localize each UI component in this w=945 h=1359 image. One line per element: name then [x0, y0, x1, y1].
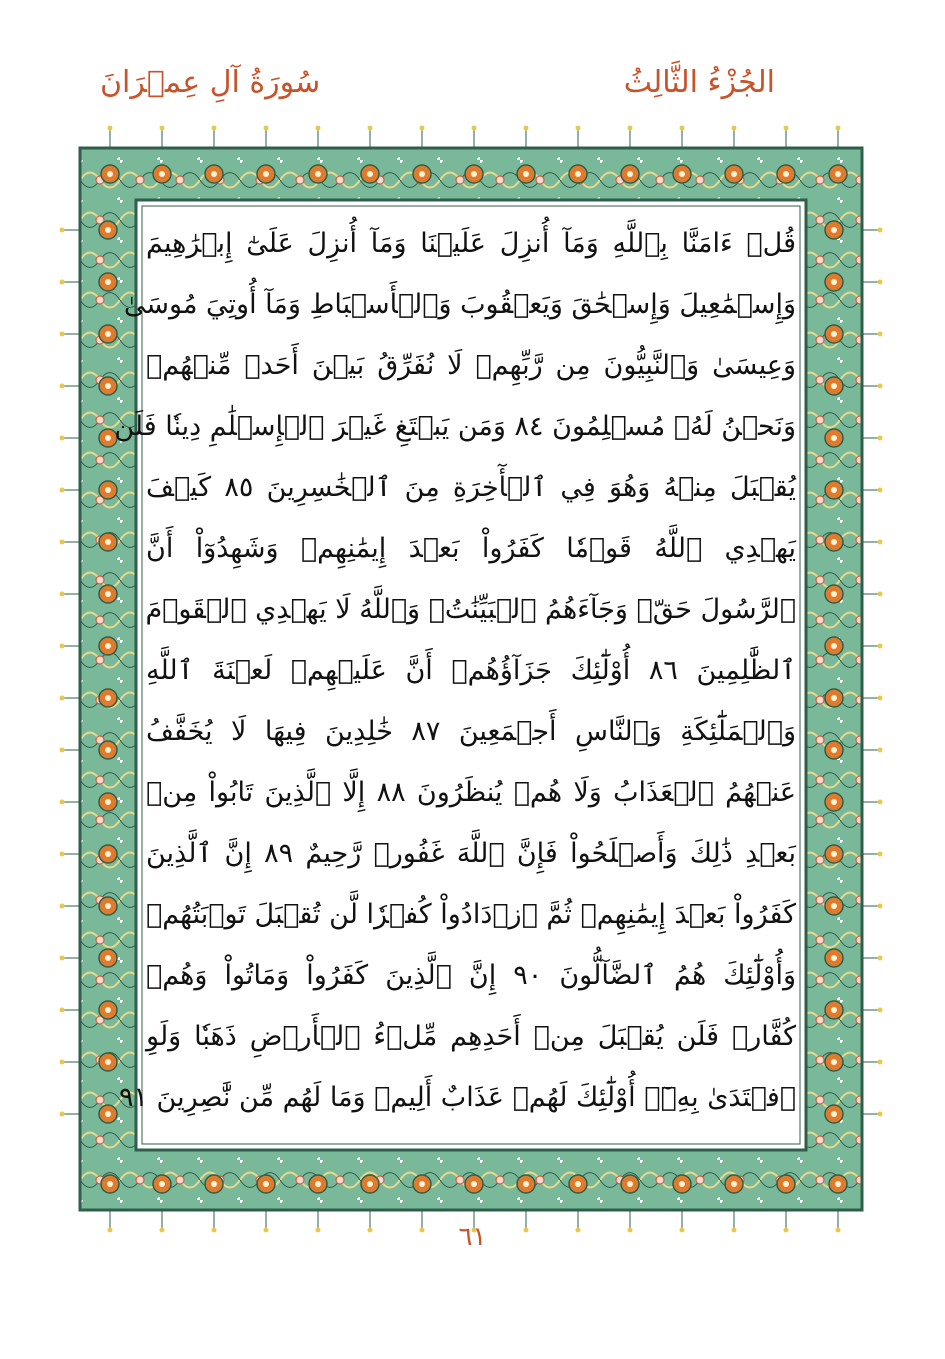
- ornament-medallion-center: [831, 591, 837, 597]
- ornament-spike-tip: [60, 956, 65, 961]
- ornament-medallion-center: [835, 171, 841, 177]
- ornament-spike-tip: [878, 540, 883, 545]
- ornament-spike-tip: [368, 126, 373, 131]
- ornament-medallion-center: [831, 227, 837, 233]
- ornament-medallion-center: [523, 171, 529, 177]
- ornament-spike-tip: [878, 592, 883, 597]
- verse-line: بَعۡدِ ذَٰلِكَ وَأَصۡلَحُواْ فَإِنَّ ٱللَّهَ غَفُورٞ رَّحِيمٌ ٨٩ إِنَّ ٱلَّذِينَ: [146, 838, 796, 869]
- ornament-spike-tip: [160, 126, 165, 131]
- ornament-spike-tip: [60, 1060, 65, 1065]
- verse-line: قُلۡ ءَامَنَّا بِٱللَّهِ وَمَآ أُنزِلَ عَلَيۡنَا وَمَآ أُنزِلَ عَلَىٰٓ إِبۡرَٰهِيمَ: [146, 228, 796, 259]
- ornament-spike-tip: [878, 696, 883, 701]
- ornament-spike-tip: [420, 126, 425, 131]
- ornament-medallion-center: [419, 1181, 425, 1187]
- ornament-medallion-center: [315, 171, 321, 177]
- ornament-spike-tip: [628, 126, 633, 131]
- ornament-medallion-center: [105, 487, 111, 493]
- ornament-medallion-center: [831, 487, 837, 493]
- ornament-medallion-center: [211, 1181, 217, 1187]
- ornament-spike-tip: [878, 644, 883, 649]
- ornament-spike-tip: [878, 384, 883, 389]
- ornament-spike-tip: [878, 1008, 883, 1013]
- ornament-medallion-center: [575, 1181, 581, 1187]
- verse-line: يُقۡبَلَ مِنۡهُ وَهُوَ فِي ٱلۡأٓخِرَةِ مِنَ ٱلۡخَٰسِرِينَ ٨٥ كَيۡفَ: [146, 472, 796, 503]
- verse-line: ٱفۡتَدَىٰ بِهِۦٓۗ أُوْلَٰٓئِكَ لَهُمۡ عَذَابٌ أَلِيمٞ وَمَا لَهُم مِّن نَّٰصِرِينَ ٩١: [118, 1082, 796, 1113]
- ornament-spike-tip: [878, 436, 883, 441]
- ornament-medallion-center: [831, 279, 837, 285]
- ornament-medallion-center: [211, 171, 217, 177]
- ornament-medallion-center: [105, 1111, 111, 1117]
- ornament-spike-tip: [878, 488, 883, 493]
- ornament-medallion-center: [783, 1181, 789, 1187]
- ornament-medallion-center: [523, 1181, 529, 1187]
- ornament-medallion-center: [419, 171, 425, 177]
- verse-line: وَٱلۡمَلَٰٓئِكَةِ وَٱلنَّاسِ أَجۡمَعِينَ ٨٧ خَٰلِدِينَ فِيهَا لَا يُخَفَّفُ: [146, 716, 797, 747]
- verse-line: وَنَحۡنُ لَهُۥ مُسۡلِمُونَ ٨٤ وَمَن يَبۡتَغِ غَيۡرَ ٱلۡإِسۡلَٰمِ دِينٗا فَلَن: [114, 411, 796, 442]
- ornament-spike-tip: [60, 280, 65, 285]
- verse-line: عَنۡهُمُ ٱلۡعَذَابُ وَلَا هُمۡ يُنظَرُونَ ٨٨ إِلَّا ٱلَّذِينَ تَابُواْ مِنۢ: [146, 777, 796, 808]
- ornament-medallion-center: [831, 955, 837, 961]
- ornament-medallion-center: [831, 747, 837, 753]
- verse-line: ٱلظَّٰلِمِينَ ٨٦ أُوْلَٰٓئِكَ جَزَآؤُهُمۡ أَنَّ عَلَيۡهِمۡ لَعۡنَةَ ٱللَّهِ: [146, 655, 796, 686]
- ornament-medallion-center: [105, 383, 111, 389]
- ornament-medallion-center: [107, 1181, 113, 1187]
- ornament-medallion-center: [471, 1181, 477, 1187]
- ornament-medallion-center: [783, 171, 789, 177]
- ornament-spike-tip: [524, 126, 529, 131]
- ornament-spike-tip: [732, 126, 737, 131]
- ornament-spike-tip: [60, 800, 65, 805]
- ornament-medallion-center: [105, 747, 111, 753]
- ornament-spike-tip: [60, 488, 65, 493]
- verse-line: وَأُوْلَٰٓئِكَ هُمُ ٱلضَّآلُّونَ ٩٠ إِنَّ ٱلَّذِينَ كَفَرُواْ وَمَاتُواْ وَهُمۡ: [146, 960, 796, 991]
- ornament-medallion-center: [831, 331, 837, 337]
- ornament-medallion-center: [831, 851, 837, 857]
- juz-name: الجُزْءُ الثَّالِثُ: [623, 65, 775, 100]
- ornament-medallion-center: [731, 1181, 737, 1187]
- verse-text-block: [114, 210, 797, 1130]
- ornament-medallion-center: [367, 1181, 373, 1187]
- ornament-medallion-center: [831, 903, 837, 909]
- verse-line: كُفَّارٞ فَلَن يُقۡبَلَ مِنۡ أَحَدِهِم مِّلۡءُ ٱلۡأَرۡضِ ذَهَبٗا وَلَوِ: [146, 1021, 796, 1052]
- ornament-medallion-center: [831, 1007, 837, 1013]
- ornament-medallion-center: [105, 591, 111, 597]
- ornament-medallion-center: [835, 1181, 841, 1187]
- page-number: ٦١: [458, 1222, 487, 1252]
- ornament-medallion-center: [679, 1181, 685, 1187]
- ornament-spike-tip: [60, 852, 65, 857]
- ornament-spike-tip: [878, 956, 883, 961]
- ornament-spike-tip: [264, 126, 269, 131]
- ornament-spike-tip: [60, 1008, 65, 1013]
- ornament-medallion-center: [679, 171, 685, 177]
- verse-line: وَعِيسَىٰ وَٱلنَّبِيُّونَ مِن رَّبِّهِمۡ لَا نُفَرِّقُ بَيۡنَ أَحَدٖ مِّنۡهُمۡ: [146, 350, 796, 381]
- ornament-spike-tip: [60, 592, 65, 597]
- ornament-medallion-center: [831, 1059, 837, 1065]
- ornament-spike-tip: [60, 904, 65, 909]
- ornament-medallion-center: [105, 1059, 111, 1065]
- ornament-medallion-center: [575, 171, 581, 177]
- ornament-spike-tip: [680, 126, 685, 131]
- ornament-spike-tip: [108, 126, 113, 131]
- ornament-spike-tip: [878, 1060, 883, 1065]
- ornament-spike-tip: [60, 540, 65, 545]
- ornament-medallion-center: [471, 171, 477, 177]
- ornament-spike-tip: [784, 126, 789, 131]
- ornament-medallion-center: [105, 851, 111, 857]
- ornament-medallion-center: [627, 1181, 633, 1187]
- ornament-spike-tip: [878, 280, 883, 285]
- ornament-medallion-center: [367, 171, 373, 177]
- ornament-medallion-center: [831, 643, 837, 649]
- surah-name: سُورَةُ آلِ عِمۡرَانَ: [100, 65, 321, 100]
- ornament-spike-tip: [472, 126, 477, 131]
- ornament-medallion-center: [831, 539, 837, 545]
- ornament-medallion-center: [105, 279, 111, 285]
- ornament-spike-tip: [60, 436, 65, 441]
- ornament-spike-tip: [60, 644, 65, 649]
- ornament-medallion-center: [105, 435, 111, 441]
- ornament-spike-tip: [60, 332, 65, 337]
- ornament-medallion-center: [831, 383, 837, 389]
- ornament-spike-tip: [878, 904, 883, 909]
- ornament-medallion-center: [159, 1181, 165, 1187]
- ornament-medallion-center: [831, 435, 837, 441]
- ornament-medallion-center: [831, 1111, 837, 1117]
- ornament-spike-tip: [878, 852, 883, 857]
- ornament-spike-tip: [836, 126, 841, 131]
- ornament-medallion-center: [105, 1007, 111, 1013]
- verse-line: كَفَرُواْ بَعۡدَ إِيمَٰنِهِمۡ ثُمَّ ٱزۡدَادُواْ كُفۡرٗا لَّن تُقۡبَلَ تَوۡبَتُهُمۡ: [146, 899, 796, 930]
- ornament-medallion-center: [105, 643, 111, 649]
- ornament-spike-tip: [878, 800, 883, 805]
- ornament-spike-tip: [60, 748, 65, 753]
- ornament-spike-tip: [60, 696, 65, 701]
- ornament-medallion-center: [107, 171, 113, 177]
- ornament-spike-tip: [60, 228, 65, 233]
- ornament-medallion-center: [315, 1181, 321, 1187]
- ornament-medallion-center: [263, 1181, 269, 1187]
- ornament-spike-tip: [316, 126, 321, 131]
- ornament-medallion-center: [105, 955, 111, 961]
- ornament-spike-tip: [212, 126, 217, 131]
- ornament-medallion-center: [105, 331, 111, 337]
- ornament-medallion-center: [831, 799, 837, 805]
- ornament-medallion-center: [159, 171, 165, 177]
- ornament-spike-tip: [60, 1112, 65, 1117]
- ornament-spike-tip: [878, 748, 883, 753]
- ornament-spike-tip: [60, 384, 65, 389]
- ornament-medallion-center: [831, 695, 837, 701]
- ornament-spike-tip: [878, 332, 883, 337]
- ornament-medallion-center: [105, 539, 111, 545]
- ornament-spike-tip: [878, 228, 883, 233]
- ornament-medallion-center: [105, 695, 111, 701]
- ornament-spike-tip: [576, 126, 581, 131]
- ornament-medallion-center: [105, 799, 111, 805]
- verse-line: يَهۡدِي ٱللَّهُ قَوۡمٗا كَفَرُواْ بَعۡدَ إِيمَٰنِهِمۡ وَشَهِدُوٓاْ أَنَّ: [146, 533, 796, 564]
- ornament-medallion-center: [731, 171, 737, 177]
- ornament-spike-tip: [878, 1112, 883, 1117]
- ornament-medallion-center: [105, 903, 111, 909]
- verse-line: ٱلرَّسُولَ حَقّٞ وَجَآءَهُمُ ٱلۡبَيِّنَٰتُۚ وَٱللَّهُ لَا يَهۡدِي ٱلۡقَوۡمَ: [145, 594, 796, 625]
- verse-line: وَإِسۡمَٰعِيلَ وَإِسۡحَٰقَ وَيَعۡقُوبَ وَٱلۡأَسۡبَاطِ وَمَآ أُوتِيَ مُوسَىٰ: [123, 289, 796, 320]
- ornament-medallion-center: [263, 171, 269, 177]
- ornament-medallion-center: [105, 227, 111, 233]
- ornament-medallion-center: [627, 171, 633, 177]
